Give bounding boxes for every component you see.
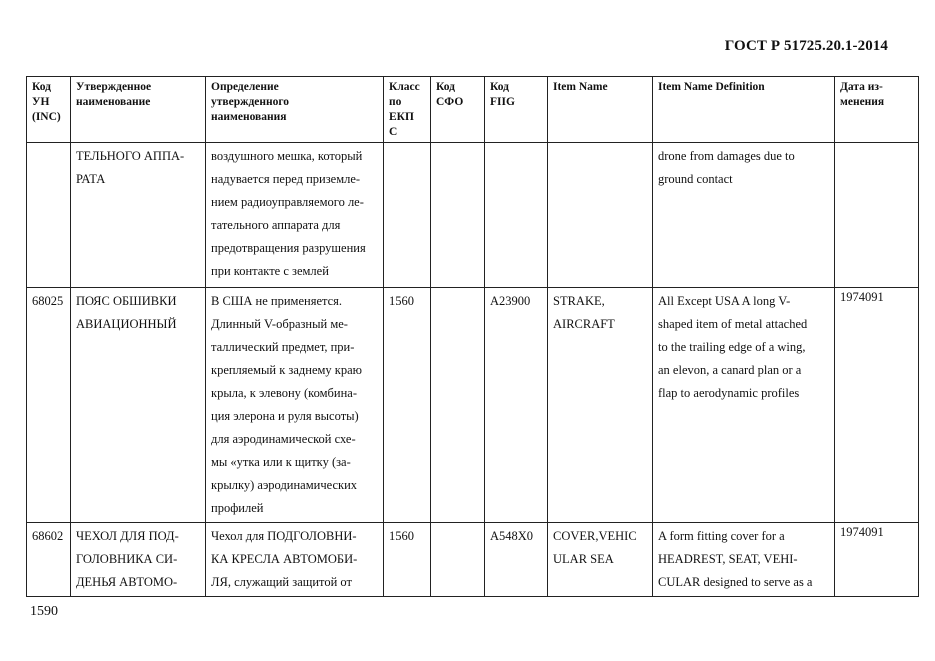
standard-designation: ГОСТ Р 51725.20.1-2014 <box>724 38 888 54</box>
cell-line: HEADREST, SEAT, VEHI- <box>658 552 798 566</box>
column-header-line: Утвержденное <box>76 81 152 93</box>
cell-line: All Except USA A long V- <box>658 294 791 308</box>
column-header <box>384 77 431 143</box>
cell-line: таллический предмет, при- <box>211 340 355 354</box>
column-header-line: Класс <box>389 81 420 93</box>
cell-line: крепляемый к заднему краю <box>211 363 362 377</box>
column-header <box>548 77 653 143</box>
cell-line: при контакте с землей <box>211 264 329 278</box>
cell-item-name <box>548 143 653 288</box>
cell-line: shaped item of metal attached <box>658 317 808 331</box>
column-header-line: по <box>389 96 402 108</box>
cell-name <box>71 523 206 597</box>
cell-name <box>71 143 206 288</box>
cell-value: 68602 <box>32 529 64 543</box>
column-header-line: менения <box>840 96 885 108</box>
cell-inc <box>27 288 71 523</box>
cell-line: профилей <box>211 501 264 515</box>
cell-ekps <box>384 523 431 597</box>
cell-value: 1560 <box>389 294 414 308</box>
cell-line: РАТА <box>76 172 106 186</box>
cell-line: надувается перед приземле- <box>211 172 361 186</box>
catalog-table <box>26 76 919 597</box>
cell-value <box>436 290 480 294</box>
cell-item-definition <box>653 143 835 288</box>
cell-line: В США не применяется. <box>211 294 343 308</box>
cell-line: Длинный V-образный ме- <box>211 317 348 331</box>
cell-fiig <box>485 143 548 288</box>
cell-line: COVER,VEHIC <box>553 529 637 543</box>
column-header-line: наименование <box>76 96 151 108</box>
cell-line: flap to aerodynamic profiles <box>658 386 800 400</box>
cell-fiig <box>485 523 548 597</box>
cell-line: STRAKE, <box>553 294 605 308</box>
cell-item-name <box>548 288 653 523</box>
cell-line: АВИАЦИОННЫЙ <box>76 317 177 331</box>
cell-line: ТЕЛЬНОГО АППА- <box>76 149 185 163</box>
column-header <box>71 77 206 143</box>
cell-line: крыла, к элевону (комбина- <box>211 386 357 400</box>
cell-value <box>389 145 426 149</box>
cell-date <box>835 143 919 288</box>
cell-line: ГОЛОВНИКА СИ- <box>76 552 178 566</box>
cell-line: AIRCRAFT <box>553 317 615 331</box>
column-header-line: С <box>389 126 398 138</box>
cell-value <box>436 145 480 149</box>
cell-line: КА КРЕСЛА АВТОМОБИ- <box>211 552 358 566</box>
table-row <box>27 143 919 288</box>
cell-inc <box>27 143 71 288</box>
column-header-line: Item Name Definition <box>658 81 765 93</box>
cell-sfo <box>431 143 485 288</box>
column-header-line: Item Name <box>553 81 608 93</box>
cell-line: ПОЯС ОБШИВКИ <box>76 294 177 308</box>
column-header-line: FIIG <box>490 96 515 108</box>
cell-line: A form fitting cover for a <box>658 529 785 543</box>
cell-value <box>490 145 543 149</box>
cell-line: an elevon, a canard plan or a <box>658 363 802 377</box>
cell-line: ground contact <box>658 172 733 186</box>
cell-line: drone from damages due to <box>658 149 795 163</box>
cell-item-definition <box>653 523 835 597</box>
column-header <box>431 77 485 143</box>
cell-definition <box>206 143 384 288</box>
cell-value: A548X0 <box>490 529 534 543</box>
column-header <box>835 77 919 143</box>
cell-value <box>32 145 66 149</box>
cell-definition <box>206 288 384 523</box>
column-header-line: наименования <box>211 111 287 123</box>
cell-line: ДЕНЬЯ АВТОМО- <box>76 575 178 589</box>
cell-line: Чехол для ПОДГОЛОВНИ- <box>211 529 357 543</box>
column-header-line: УН <box>32 96 50 108</box>
cell-line: CULAR designed to serve as a <box>658 575 813 589</box>
column-header-line: (INC) <box>32 111 61 123</box>
column-header-line: ЕКП <box>389 111 414 123</box>
column-header-line: Код <box>32 81 52 93</box>
cell-date <box>835 288 919 523</box>
column-header <box>485 77 548 143</box>
cell-line: мы «утка или к щитку (за- <box>211 455 351 469</box>
cell-value <box>436 525 480 529</box>
cell-value: 1974091 <box>840 525 884 539</box>
cell-value: 1974091 <box>840 290 884 304</box>
cell-line: для аэродинамической схе- <box>211 432 356 446</box>
column-header-line: СФО <box>436 96 464 108</box>
cell-definition <box>206 523 384 597</box>
table-row <box>27 288 919 523</box>
cell-fiig <box>485 288 548 523</box>
cell-ekps <box>384 143 431 288</box>
column-header-line: Определение <box>211 81 279 93</box>
cell-line: ULAR SEA <box>553 552 614 566</box>
column-header-line: Код <box>490 81 510 93</box>
column-header <box>653 77 835 143</box>
column-header-line: Дата из- <box>840 81 883 93</box>
cell-item-name <box>548 523 653 597</box>
column-header-line: Код <box>436 81 456 93</box>
cell-line: ция элерона и руля высоты) <box>211 409 359 423</box>
cell-line: нием радиоуправляемого ле- <box>211 195 364 209</box>
cell-date <box>835 523 919 597</box>
cell-line: крылку) аэродинамических <box>211 478 358 492</box>
cell-item-definition <box>653 288 835 523</box>
cell-line: ЛЯ, служащий защитой от <box>211 575 352 589</box>
cell-line: воздушного мешка, который <box>211 149 363 163</box>
cell-line: to the trailing edge of a wing, <box>658 340 806 354</box>
cell-line: предотвращения разрушения <box>211 241 366 255</box>
cell-value: 68025 <box>32 294 64 308</box>
table-header-row <box>27 77 919 143</box>
cell-inc <box>27 523 71 597</box>
cell-value: 1560 <box>389 529 414 543</box>
cell-sfo <box>431 523 485 597</box>
cell-ekps <box>384 288 431 523</box>
cell-sfo <box>431 288 485 523</box>
page-number: 1590 <box>30 604 58 619</box>
cell-line: ЧЕХОЛ ДЛЯ ПОД- <box>76 529 179 543</box>
column-header-line: утвержденного <box>211 96 290 108</box>
column-header <box>206 77 384 143</box>
cell-line: тательного аппарата для <box>211 218 341 232</box>
table-row <box>27 523 919 597</box>
column-header <box>27 77 71 143</box>
cell-value: A23900 <box>490 294 531 308</box>
cell-name <box>71 288 206 523</box>
